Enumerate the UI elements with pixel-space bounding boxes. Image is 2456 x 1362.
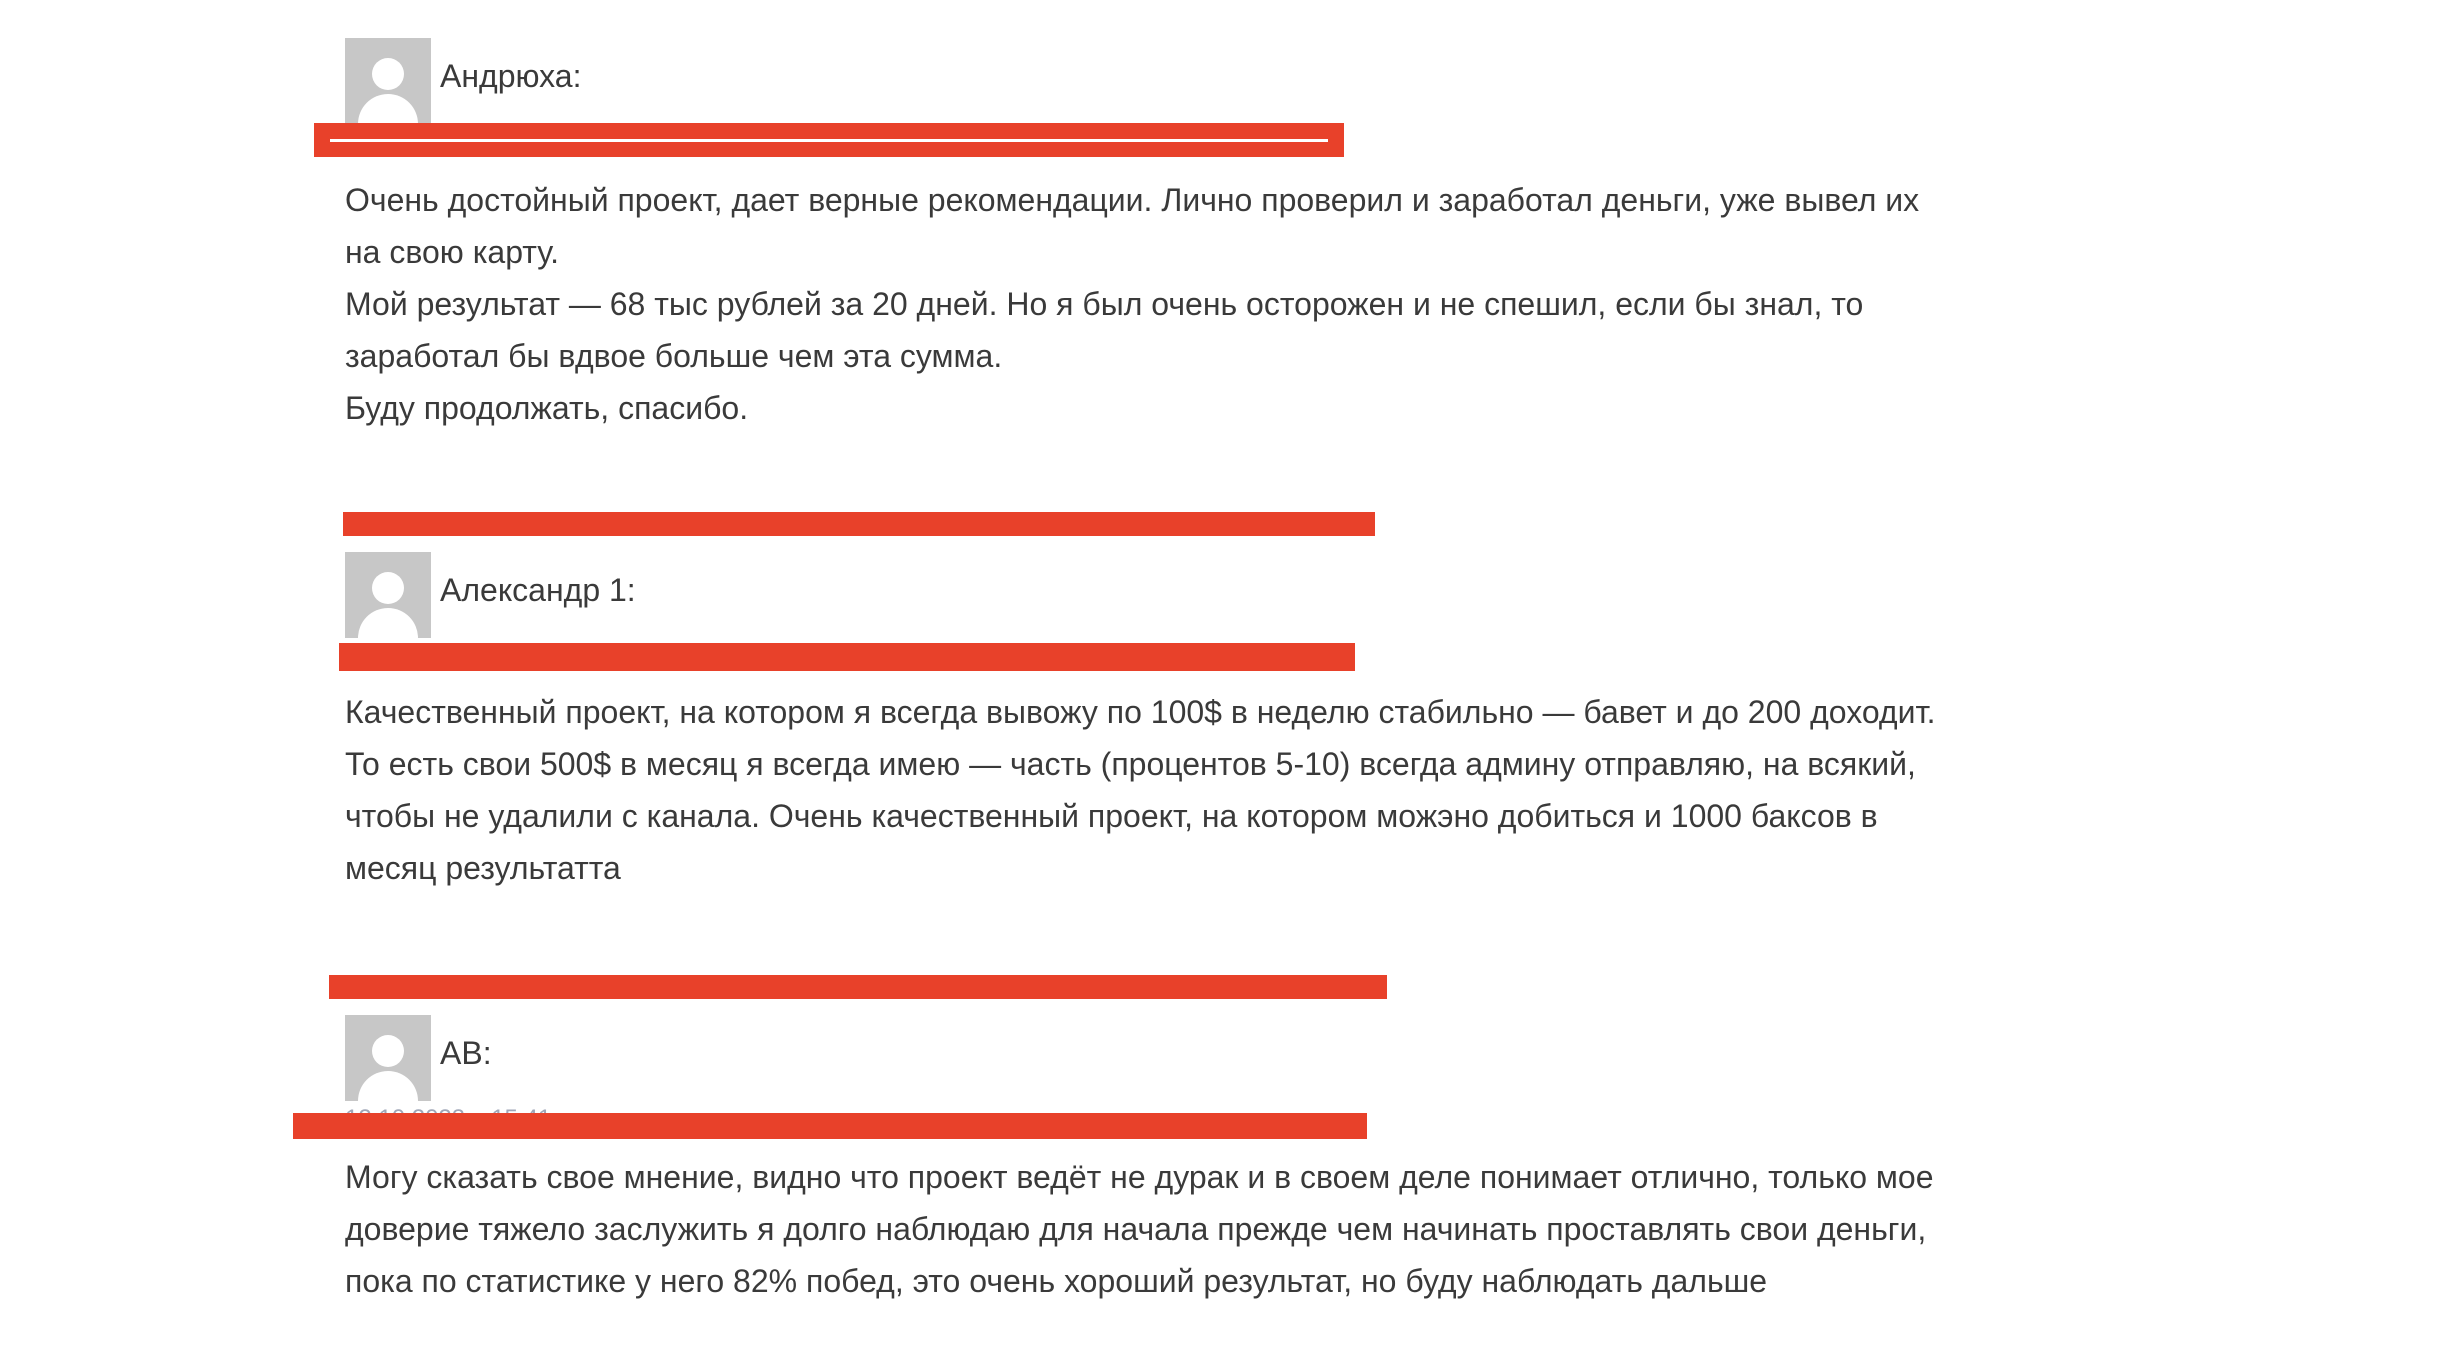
redaction-separator [329, 975, 1387, 999]
avatar-body-shape [358, 608, 418, 638]
redaction-bar [339, 643, 1355, 671]
avatar [345, 1015, 431, 1101]
comment-item [345, 1015, 1945, 1307]
comment-header [345, 1015, 1945, 1101]
redaction-strike [330, 139, 1328, 142]
avatar [345, 552, 431, 638]
comment-author: Александр 1: [440, 572, 636, 608]
avatar-head-shape [372, 58, 404, 90]
avatar-body-shape [358, 94, 418, 124]
comment-item [345, 552, 1945, 894]
avatar [345, 38, 431, 124]
comment-author: АВ: [440, 1035, 492, 1071]
redaction-bar [293, 1113, 1367, 1139]
comment-text [345, 1151, 1945, 1307]
avatar-body-shape [358, 1071, 418, 1101]
comment-text [345, 174, 1945, 434]
comment-text [345, 686, 1945, 894]
comment-paragraph: Качественный проект, на котором я всегда вывожу по 100$ в неделю стабильно — бавет и до 200 доходит. То есть свои 500$ в месяц я всегда имею — часть (процентов 5-10) всегда админу отправляю, на всякий, чтобы не удалили с канала. Очень качественный проект, на котором можэно добиться и 1000 баксов в месяц результатта [345, 694, 1936, 886]
redaction-bar [314, 123, 1344, 157]
comment-paragraph: Буду продолжать, спасибо. [345, 390, 749, 426]
comment-paragraph: Очень достойный проект, дает верные рекомендации. Лично проверил и заработал деньги, уже вывел их на свою карту. [345, 182, 1920, 270]
avatar-head-shape [372, 572, 404, 604]
comment-header [345, 38, 1945, 124]
comment-author: Андрюха: [440, 58, 582, 94]
redaction-separator [343, 512, 1375, 536]
comment-header [345, 552, 1945, 638]
comment-item [345, 38, 1945, 434]
avatar-head-shape [372, 1035, 404, 1067]
comment-paragraph: Мой результат — 68 тыс рублей за 20 дней. Но я был очень осторожен и не спешил, если бы знал, то заработал бы вдвое больше чем эта сумма. [345, 286, 1864, 374]
comment-paragraph: Могу сказать свое мнение, видно что проект ведёт не дурак и в своем деле понимает отлично, только мое доверие тяжело заслужить я долго наблюдаю для начала прежде чем начинать проставлять свои деньги, пока по статистике у него 82% побед, это очень хороший результат, но буду наблюдать дальше [345, 1159, 1934, 1299]
